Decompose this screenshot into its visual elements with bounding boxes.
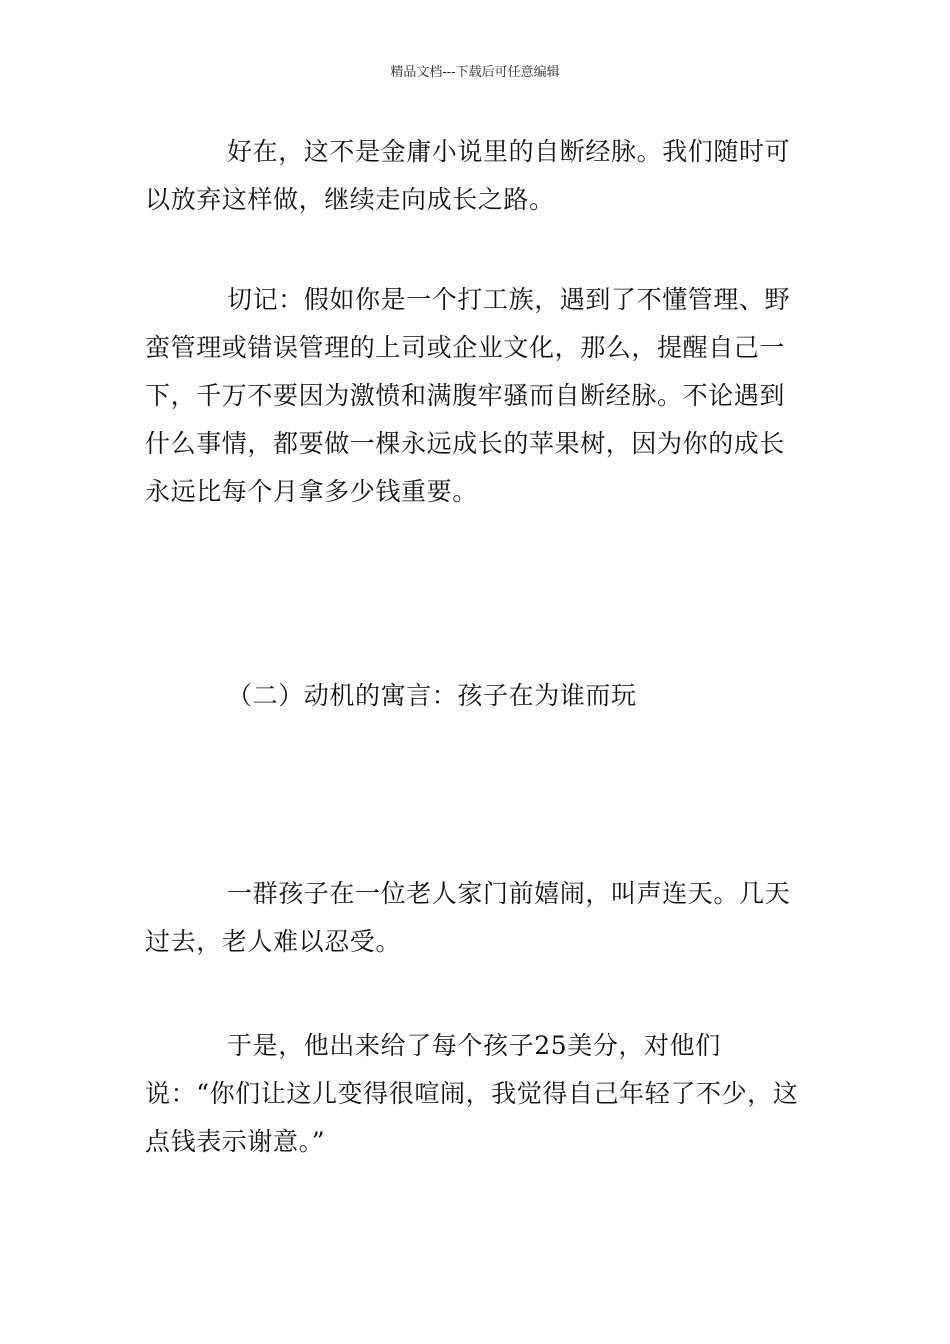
section-heading: （二）动机的寓言：孩子在为谁而玩	[227, 681, 637, 710]
page-header: 精品文档---下载后可任意编辑	[390, 65, 560, 80]
paragraph-2: 切记：假如你是一个打工族，遇到了不懂管理、野蛮管理或错误管理的上司或企业文化，那么，提醒自己一下，千万不要因为激愤和满腹牢骚而自断经脉。不论遇到什么事情，都要做一棵永远成长的苹果树，因为你的成长永远比每个月拿多少钱重要。	[145, 285, 791, 506]
paragraph-4: 于是，他出来给了每个孩子25美分，对他们说：“你们让这儿变得很喧闹，我觉得自己年轻了不少，这点钱表示谢意。”	[145, 1031, 799, 1156]
paragraph-3: 一群孩子在一位老人家门前嬉闹，叫声连天。几天过去，老人难以忍受。	[145, 879, 791, 956]
paragraph-1: 好在，这不是金庸小说里的自断经脉。我们随时可以放弃这样做，继续走向成长之路。	[145, 137, 791, 214]
